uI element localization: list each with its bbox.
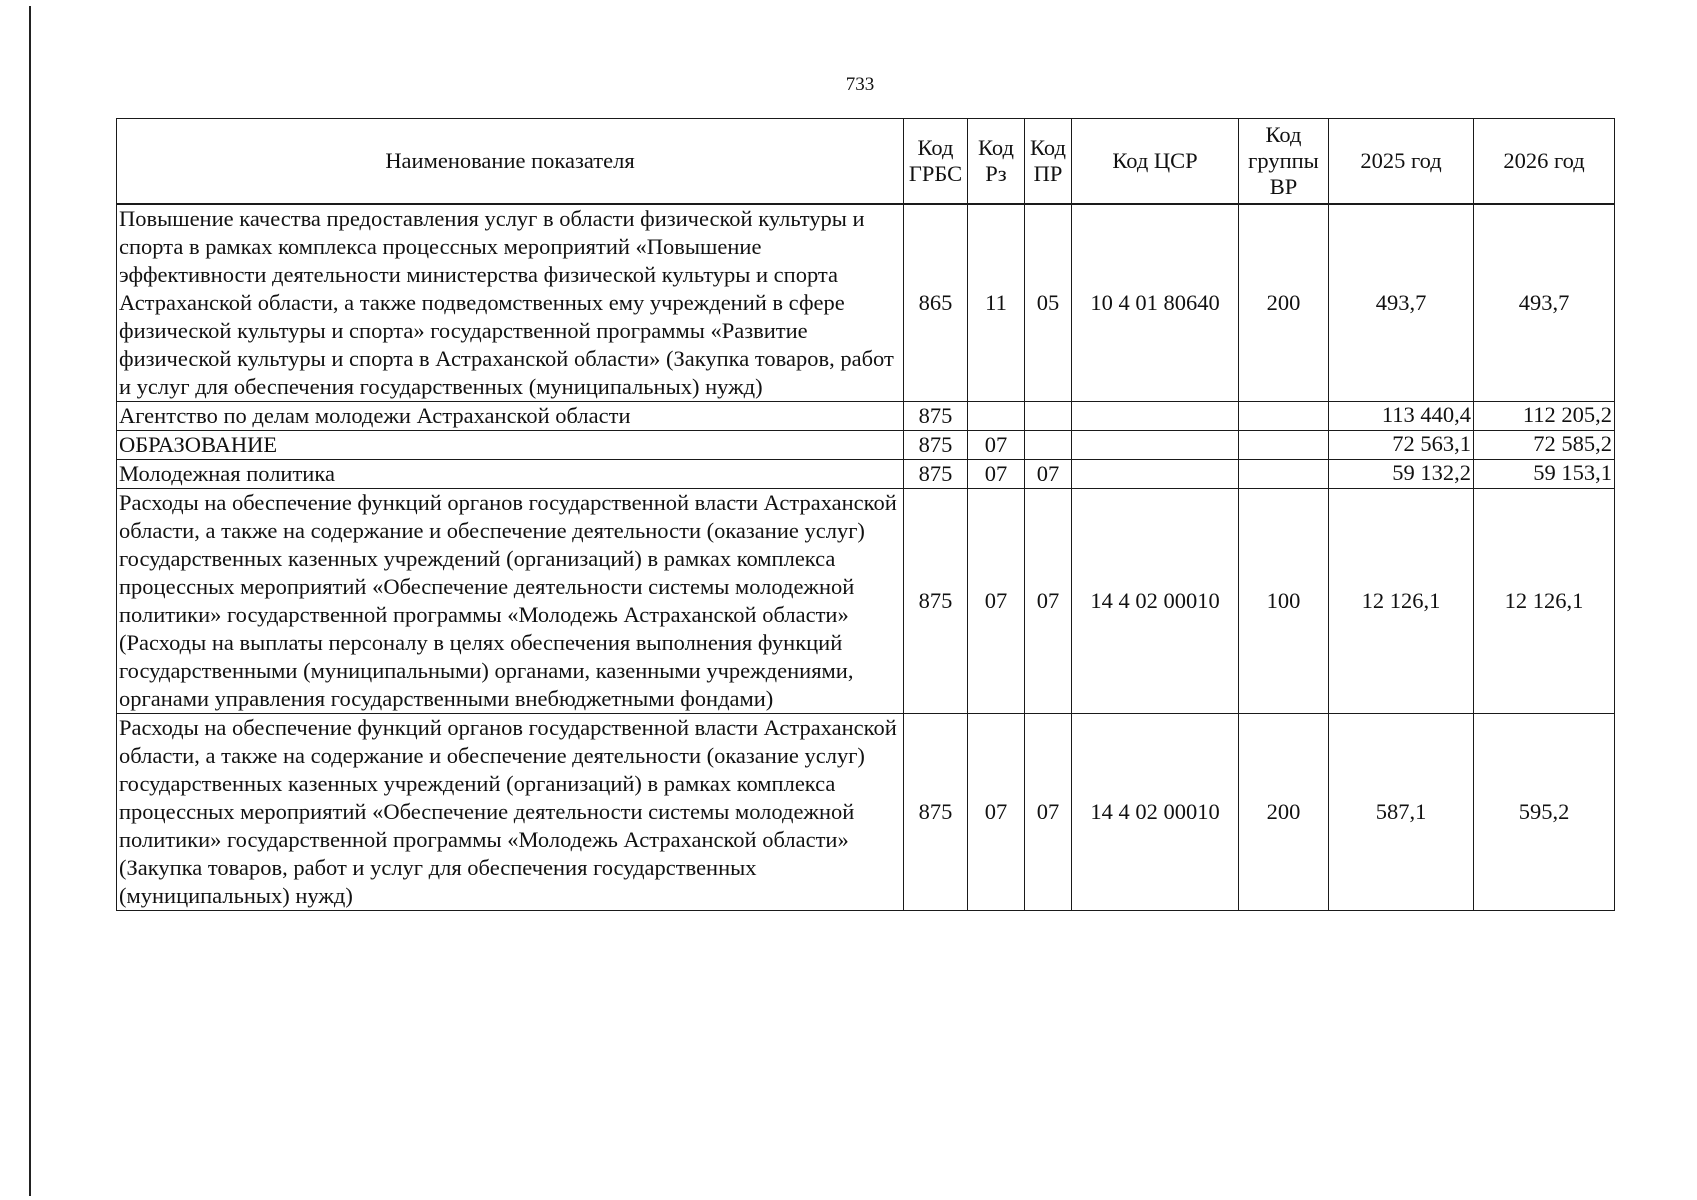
cell-vr: 200 (1239, 204, 1329, 402)
header-2026: 2026 год (1474, 119, 1615, 205)
cell-pr: 07 (1025, 460, 1072, 489)
header-csr: Код ЦСР (1072, 119, 1239, 205)
cell-csr: 14 4 02 00010 (1072, 489, 1239, 714)
cell-name: Расходы на обеспечение функций органов государственной власти Астраханской области, а также на содержание и обеспечение деятельности (оказание услуг) государственных казенных учреждений (организаций) в рамках комплекса процессных мероприятий «Обеспечение деятельности системы молодежной политики» государственной программы «Молодежь Астраханской области» (Расходы на выплаты персоналу в целях обеспечения выполнения функций государственными (муниципальными) органами, казенными учреждениями, органами управления государственными внебюджетными фондами) (117, 489, 904, 714)
table-row (117, 714, 1615, 911)
budget-table (116, 118, 1615, 911)
cell-pr (1025, 402, 1072, 431)
header-2025: 2025 год (1329, 119, 1474, 205)
cell-rz: 07 (968, 460, 1025, 489)
cell-2026: 112 205,2 (1474, 402, 1615, 431)
cell-csr: 10 4 01 80640 (1072, 204, 1239, 402)
cell-name: Агентство по делам молодежи Астраханской области (117, 402, 904, 431)
cell-vr: 200 (1239, 714, 1329, 911)
header-grbs-line2: ГРБС (908, 161, 963, 186)
cell-2025: 72 563,1 (1329, 431, 1474, 460)
header-rz-line1: Код (978, 135, 1014, 160)
cell-2025: 113 440,4 (1329, 402, 1474, 431)
table-header-row (117, 119, 1615, 205)
cell-name: ОБРАЗОВАНИЕ (117, 431, 904, 460)
cell-vr (1239, 431, 1329, 460)
page-number: 733 (845, 74, 875, 95)
binding-margin-line (29, 6, 31, 1196)
cell-csr (1072, 402, 1239, 431)
header-grbs (904, 119, 968, 205)
cell-csr (1072, 460, 1239, 489)
cell-grbs: 875 (904, 460, 968, 489)
cell-grbs: 865 (904, 204, 968, 402)
header-pr (1025, 119, 1072, 205)
cell-rz (968, 402, 1025, 431)
cell-rz: 07 (968, 714, 1025, 911)
cell-2025: 493,7 (1329, 204, 1474, 402)
cell-grbs: 875 (904, 714, 968, 911)
cell-2025: 12 126,1 (1329, 489, 1474, 714)
cell-rz: 07 (968, 489, 1025, 714)
cell-rz: 07 (968, 431, 1025, 460)
cell-2025: 59 132,2 (1329, 460, 1474, 489)
cell-grbs: 875 (904, 402, 968, 431)
header-pr-line2: ПР (1033, 161, 1063, 186)
cell-grbs: 875 (904, 431, 968, 460)
cell-name: Расходы на обеспечение функций органов государственной власти Астраханской области, а также на содержание и обеспечение деятельности (оказание услуг) государственных казенных учреждений (организаций) в рамках комплекса процессных мероприятий «Обеспечение деятельности системы молодежной политики» государственной программы «Молодежь Астраханской области» (Закупка товаров, работ и услуг для обеспечения государственных (муниципальных) нужд) (117, 714, 904, 911)
cell-name: Повышение качества предоставления услуг в области физической культуры и спорта в рамках комплекса процессных мероприятий «Повышение эффективности деятельности министерства физической культуры и спорта Астраханской области, а также подведомственных ему учреждений в сфере физической культуры и спорта» государственной программы «Развитие физической культуры и спорта в Астраханской области» (Закупка товаров, работ и услуг для обеспечения государственных (муниципальных) нужд) (117, 204, 904, 402)
cell-csr (1072, 431, 1239, 460)
header-pr-line1: Код (1030, 135, 1066, 160)
cell-vr (1239, 402, 1329, 431)
header-rz (968, 119, 1025, 205)
header-name: Наименование показателя (117, 119, 904, 205)
cell-2026: 12 126,1 (1474, 489, 1615, 714)
cell-2026: 493,7 (1474, 204, 1615, 402)
cell-2026: 59 153,1 (1474, 460, 1615, 489)
header-grbs-line1: Код (917, 135, 954, 160)
cell-pr: 07 (1025, 489, 1072, 714)
cell-pr: 05 (1025, 204, 1072, 402)
header-vr-line3: ВР (1269, 174, 1298, 199)
table-row (117, 402, 1615, 431)
cell-rz: 11 (968, 204, 1025, 402)
header-vr-line2: группы (1248, 148, 1319, 173)
table-row (117, 431, 1615, 460)
header-vr (1239, 119, 1329, 205)
cell-vr: 100 (1239, 489, 1329, 714)
table-row (117, 489, 1615, 714)
cell-csr: 14 4 02 00010 (1072, 714, 1239, 911)
cell-2026: 595,2 (1474, 714, 1615, 911)
header-vr-line1: Код (1265, 122, 1302, 147)
cell-grbs: 875 (904, 489, 968, 714)
cell-2025: 587,1 (1329, 714, 1474, 911)
table-row (117, 460, 1615, 489)
cell-vr (1239, 460, 1329, 489)
cell-2026: 72 585,2 (1474, 431, 1615, 460)
table-row (117, 204, 1615, 402)
cell-pr (1025, 431, 1072, 460)
cell-name: Молодежная политика (117, 460, 904, 489)
header-rz-line2: Рз (985, 161, 1007, 186)
cell-pr: 07 (1025, 714, 1072, 911)
